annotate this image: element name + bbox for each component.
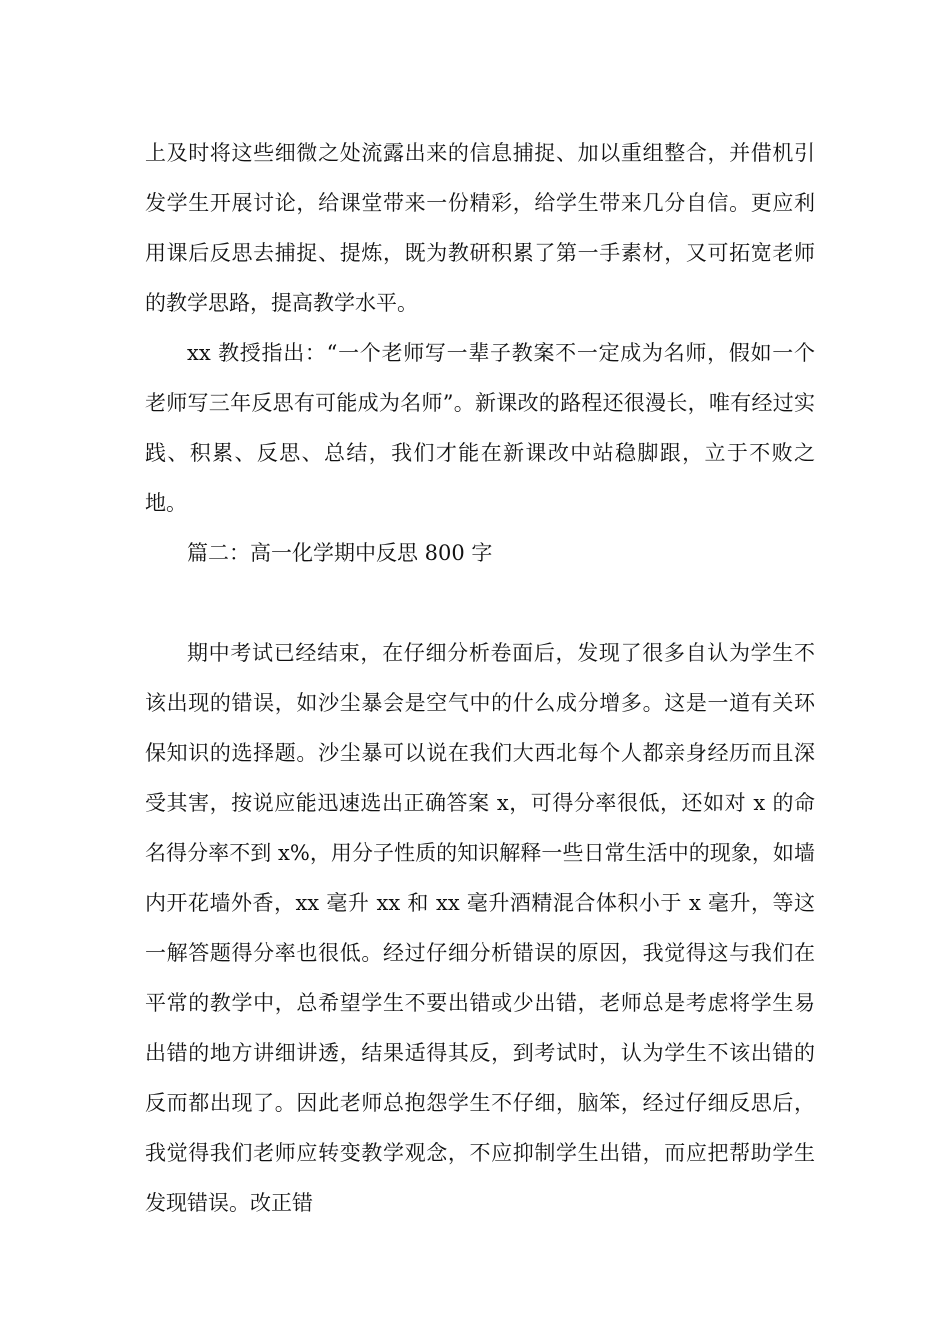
paragraph-3: 期中考试已经结束，在仔细分析卷面后，发现了很多自认为学生不该出现的错误，如沙尘暴会是空气中的什么成分增多。这是一道有关环保知识的选择题。沙尘暴可以说在我们大西北每个人都亲身经历而且深受其害，按说应能迅速选出正确答案 x，可得分率很低，还如对 x 的命名得分率不到 x%，用分子性质的知识解释一些日常生活中的现象，如墙内开花墙外香，xx 毫升 xx 和 xx 毫升酒精混合体积小于 x 毫升，等这一解答题得分率也很低。经过仔细分析错误的原因，我觉得这与我们在平常的教学中，总希望学生不要出错或少出错，老师总是考虑将学生易出错的地方讲细讲透，结果适得其反，到考试时，认为学生不该出错的反而都出现了。因此老师总抱怨学生不仔细，脑笨，经过仔细反思后，我觉得我们老师应转变教学观念，不应抑制学生出错，而应把帮助学生发现错误。改正错 <box>145 641 815 1215</box>
paragraph-2: xx 教授指出：“一个老师写一辈子教案不一定成为名师，假如一个老师写三年反思有可能成为名师”。新课改的路程还很漫长，唯有经过实践、积累、反思、总结，我们才能在新课改中站稳脚跟，立于不败之地。 <box>145 341 815 515</box>
blank-line <box>145 578 815 628</box>
section-heading: 篇二：高一化学期中反思 800 字 <box>187 541 493 565</box>
document-body <box>145 128 815 1228</box>
paragraph-1: 上及时将这些细微之处流露出来的信息捕捉、加以重组整合，并借机引发学生开展讨论，给课堂带来一份精彩，给学生带来几分自信。更应利用课后反思去捕捉、提炼，既为教研积累了第一手素材，又可拓宽老师的教学思路，提高教学水平。 <box>145 141 815 315</box>
